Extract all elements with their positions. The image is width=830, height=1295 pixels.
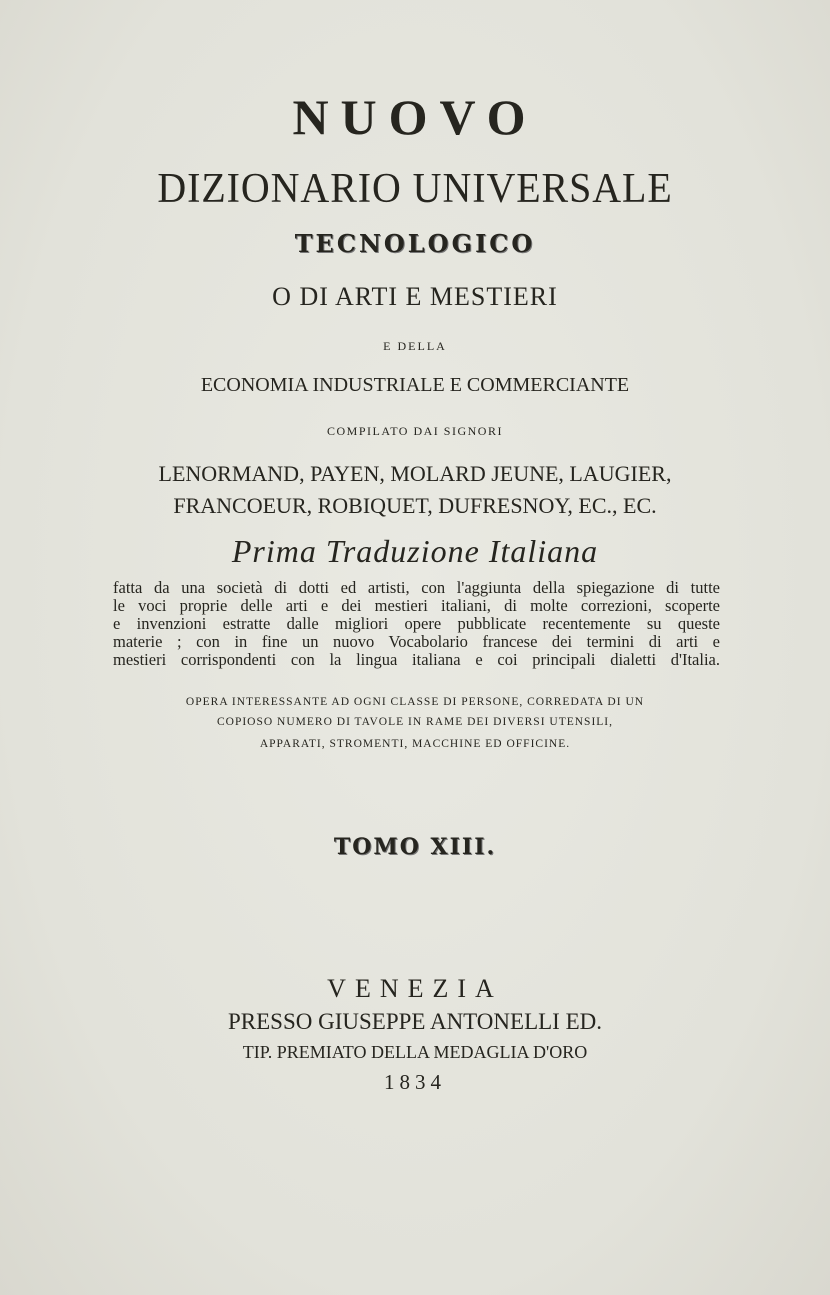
title-dizionario: DIZIONARIO UNIVERSALE bbox=[157, 166, 673, 212]
title-nuovo: NUOVO bbox=[292, 89, 538, 145]
description-line: mestieri corrispondenti con la lingua italiana e coi principali dialetti d'Italia. bbox=[113, 650, 720, 669]
place: VENEZIA bbox=[327, 974, 503, 1003]
compiled-by: COMPILATO DAI SIGNORI bbox=[327, 424, 503, 438]
description-line: le voci proprie delle arti e dei mestieri italiani, di molte correzioni, scoperte bbox=[113, 596, 720, 615]
work-note-line: OPERA INTERESSANTE AD OGNI CLASSE DI PERSONE, CORREDATA DI UN bbox=[185, 696, 645, 708]
work-note-line: APPARATI, STROMENTI, MACCHINE ED OFFICINE. bbox=[259, 738, 571, 750]
description-paragraph bbox=[113, 579, 720, 669]
title-arti-mestieri: O DI ARTI E MESTIERI bbox=[272, 282, 558, 311]
conjunction: E DELLA bbox=[383, 339, 447, 353]
printer: TIP. PREMIATO DELLA MEDAGLIA D'ORO bbox=[242, 1042, 588, 1062]
authors-line-1: LENORMAND, PAYEN, MOLARD JEUNE, LAUGIER, bbox=[158, 461, 672, 486]
subtitle: ECONOMIA INDUSTRIALE E COMMERCIANTE bbox=[200, 374, 630, 396]
title-tecnologico: TECNOLOGICO bbox=[294, 229, 536, 258]
description-line: materie ; con in fine un nuovo Vocabolario francese dei termini di arti e bbox=[113, 632, 720, 651]
authors-line-2: FRANCOEUR, ROBIQUET, DUFRESNOY, EC., EC. bbox=[173, 493, 657, 518]
publisher: PRESSO GIUSEPPE ANTONELLI ED. bbox=[228, 1009, 602, 1034]
description-line: fatta da una società di dotti ed artisti, con l'aggiunta della spiegazione di tutte bbox=[113, 578, 720, 597]
volume-number: TOMO XIII. bbox=[333, 834, 497, 860]
work-note-line: COPIOSO NUMERO DI TAVOLE IN RAME DEI DIVERSI UTENSILI, bbox=[216, 716, 614, 728]
year: 1834 bbox=[384, 1070, 446, 1094]
description-line: e invenzioni estratte dalle migliori opere pubblicate recentemente su queste bbox=[113, 614, 720, 633]
translation-heading: Prima Traduzione Italiana bbox=[231, 533, 599, 569]
